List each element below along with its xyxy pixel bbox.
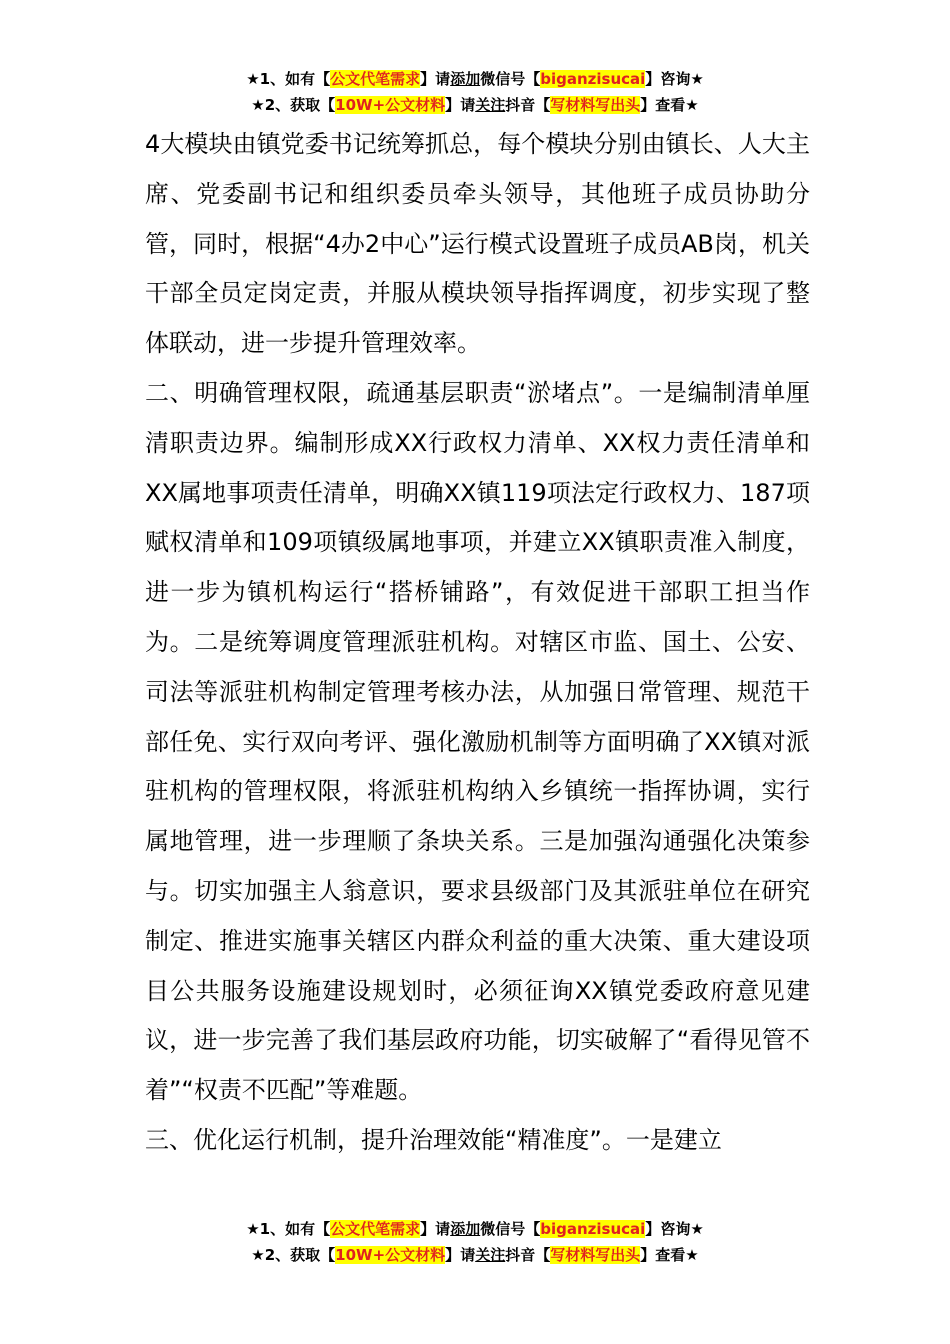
banner-line-2	[0, 92, 950, 118]
paragraph-3: 三、优化运行机制，提升治理效能“精准度”。一是建立	[145, 1125, 722, 1154]
bottom-banner	[0, 1216, 950, 1268]
banner-bracket: 】	[420, 70, 436, 88]
banner-highlight: 公文代笔需求	[330, 1220, 421, 1238]
banner-text: ★1、如有	[246, 70, 316, 88]
banner-text: 请	[435, 1220, 451, 1238]
banner-line-2	[0, 1242, 950, 1268]
document-body	[145, 120, 810, 1166]
banner-text: 咨询★	[660, 1220, 704, 1238]
banner-bracket: 】	[645, 1220, 661, 1238]
paragraph-2: 二、明确管理权限，疏通基层职责“淤堵点”。一是编制清单厘清职责边界。编制形成XX行政权力清单、XX权力责任清单和XX属地事项责任清单，明确XX镇119项法定行政权力、187项赋权清单和109项镇级属地事项，并建立XX镇职责准入制度，进一步为镇机构运行“搭桥铺路”，有效促进干部职工担当作为。二是统筹调度管理派驻机构。对辖区市监、国土、公安、司法等派驻机构制定管理考核办法，从加强日常管理、规范干部任免、实行双向考评、强化激励机制等方面明确了XX镇对派驻机构的管理权限，将派驻机构纳入乡镇统一指挥协调，实行属地管理，进一步理顺了条块关系。三是加强沟通强化决策参与。切实加强主人翁意识，要求县级部门及其派驻单位在研究制定、推进实施事关辖区内群众利益的重大决策、重大建设项目公共服务设施建设规划时，必须征询XX镇党委政府意见建议，进一步完善了我们基层政府功能，切实破解了“看得见管不着”“权责不匹配”等难题。	[145, 378, 810, 1105]
banner-bracket: 【	[320, 96, 336, 114]
banner-highlight: biganzisucai	[540, 70, 646, 88]
banner-bracket: 【	[535, 1246, 551, 1264]
banner-highlight: 10W+公文材料	[335, 1246, 446, 1264]
banner-text: 咨询★	[660, 70, 704, 88]
banner-text: 查看★	[655, 1246, 699, 1264]
banner-line-1	[0, 66, 950, 92]
banner-highlight: biganzisucai	[540, 1220, 646, 1238]
banner-text: 抖音	[505, 1246, 536, 1264]
banner-text: 查看★	[655, 96, 699, 114]
banner-text: ★1、如有	[246, 1220, 316, 1238]
banner-underlined-text: 关注	[475, 96, 506, 114]
banner-bracket: 【	[315, 70, 331, 88]
banner-text: 微信号	[480, 70, 526, 88]
banner-bracket: 【	[535, 96, 551, 114]
banner-underlined-text: 关注	[475, 1246, 506, 1264]
banner-line-1	[0, 1216, 950, 1242]
banner-bracket: 】	[445, 1246, 461, 1264]
banner-underlined-text: 添加	[450, 70, 481, 88]
banner-text: ★2、获取	[251, 96, 321, 114]
banner-text: 微信号	[480, 1220, 526, 1238]
banner-text: 抖音	[505, 96, 536, 114]
banner-text: ★2、获取	[251, 1246, 321, 1264]
banner-bracket: 【	[315, 1220, 331, 1238]
paragraph-1: 4大模块由镇党委书记统筹抓总，每个模块分别由镇长、人大主席、党委副书记和组织委员牵头领导，其他班子成员协助分管，同时，根据“4办2中心”运行模式设置班子成员AB岗，机关干部全员定岗定责，并服从模块领导指挥调度，初步实现了整体联动，进一步提升管理效率。	[145, 130, 810, 358]
banner-text: 请	[460, 1246, 476, 1264]
banner-highlight: 10W+公文材料	[335, 96, 446, 114]
banner-bracket: 】	[645, 70, 661, 88]
banner-bracket: 【	[525, 1220, 541, 1238]
banner-underlined-text: 添加	[450, 1220, 481, 1238]
banner-bracket: 】	[445, 96, 461, 114]
banner-bracket: 】	[640, 1246, 656, 1264]
banner-highlight: 公文代笔需求	[330, 70, 421, 88]
banner-highlight: 写材料写出头	[550, 96, 641, 114]
banner-text: 请	[460, 96, 476, 114]
banner-bracket: 【	[320, 1246, 336, 1264]
banner-highlight: 写材料写出头	[550, 1246, 641, 1264]
banner-text: 请	[435, 70, 451, 88]
top-banner	[0, 66, 950, 118]
banner-bracket: 】	[420, 1220, 436, 1238]
banner-bracket: 】	[640, 96, 656, 114]
banner-bracket: 【	[525, 70, 541, 88]
